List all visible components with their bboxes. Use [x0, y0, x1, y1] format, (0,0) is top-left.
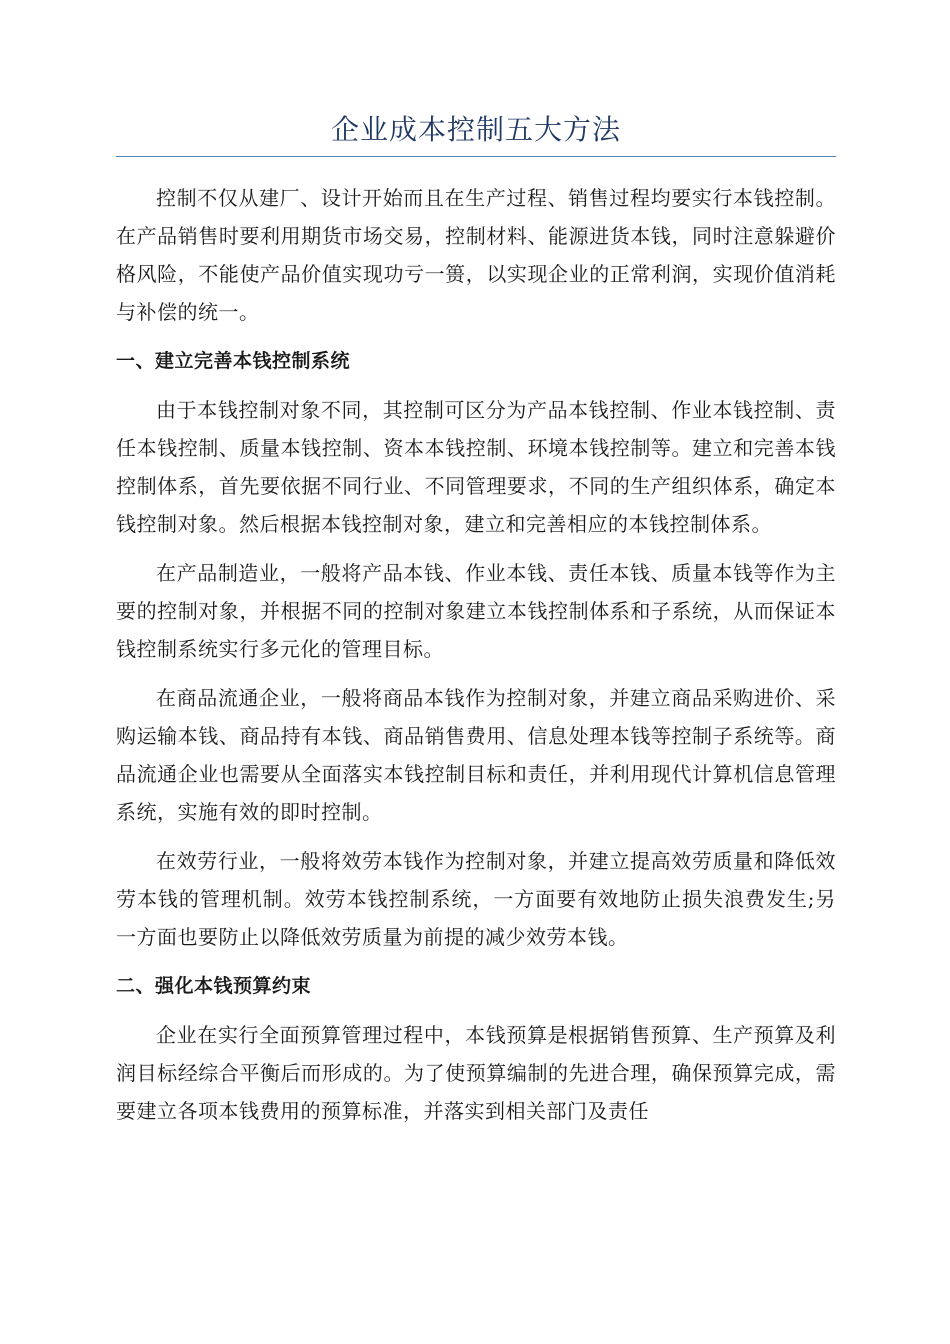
section-1-paragraph-3: 在商品流通企业，一般将商品本钱作为控制对象，并建立商品采购进价、采购运输本钱、商品持有本钱、商品销售费用、信息处理本钱等控制子系统等。商品流通企业也需要从全面落实本钱控制目标和责任，并利用现代计算机信息管理系统，实施有效的即时控制。: [116, 686, 836, 824]
section-1-heading: 一、建立完善本钱控制系统: [116, 350, 351, 372]
title-block: [116, 112, 836, 157]
section-2-heading: 二、强化本钱预算约束: [116, 975, 312, 997]
section-1-paragraph-1: 由于本钱控制对象不同，其控制可区分为产品本钱控制、作业本钱控制、责任本钱控制、质量本钱控制、资本本钱控制、环境本钱控制等。建立和完善本钱控制体系，首先要依据不同行业、不同管理要求，不同的生产组织体系，确定本钱控制对象。然后根据本钱控制对象，建立和完善相应的本钱控制体系。: [116, 398, 836, 536]
section-1-paragraph-4: 在效劳行业，一般将效劳本钱作为控制对象，并建立提高效劳质量和降低效劳本钱的管理机制。效劳本钱控制系统，一方面要有效地防止损失浪费发生;另一方面也要防止以降低效劳质量为前提的减少效劳本钱。: [116, 849, 836, 949]
document-page: [116, 0, 836, 1141]
intro-paragraph: 控制不仅从建厂、设计开始而且在生产过程、销售过程均要实行本钱控制。在产品销售时要利用期货市场交易，控制材料、能源进货本钱，同时注意躲避价格风险，不能使产品价值实现功亏一篑，以实现企业的正常利润，实现价值消耗与补偿的统一。: [116, 186, 836, 324]
document-body: [116, 179, 836, 1130]
section-1-paragraph-2: 在产品制造业，一般将产品本钱、作业本钱、责任本钱、质量本钱等作为主要的控制对象，并根据不同的控制对象建立本钱控制体系和子系统，从而保证本钱控制系统实行多元化的管理目标。: [116, 561, 836, 661]
section-2-paragraph-1: 企业在实行全面预算管理过程中，本钱预算是根据销售预算、生产预算及利润目标经综合平衡后而形成的。为了使预算编制的先进合理，确保预算完成，需要建立各项本钱费用的预算标准，并落实到相关部门及责任: [116, 1023, 836, 1123]
document-title: 企业成本控制五大方法: [330, 113, 621, 146]
